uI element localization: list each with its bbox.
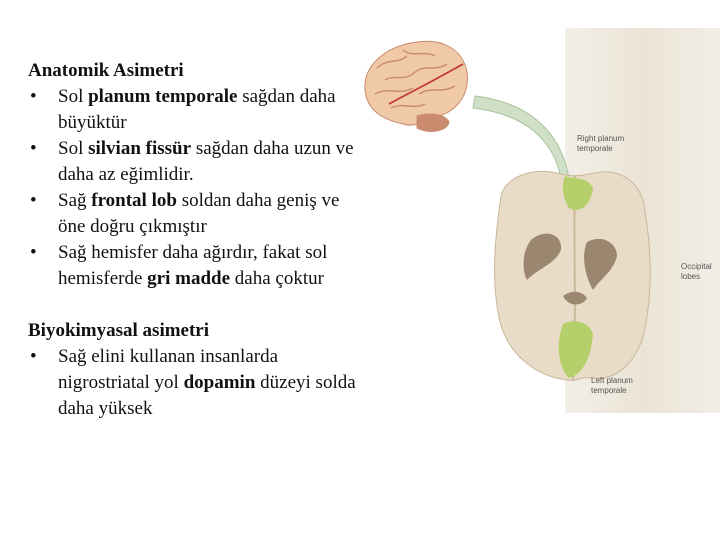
list-item [28,84,368,136]
bullet-icon: • [30,190,37,211]
bold-term: silvian fissür [88,138,192,159]
bold-term: gri madde [147,268,231,289]
bold-term: planum temporale [88,86,238,107]
lateral-brain-icon [365,41,468,131]
list-item [28,188,368,240]
item-text: soldan daha geniş ve öne doğru çıkmıştır [58,190,340,237]
section-title-anatomic: Anatomik Asimetri [28,60,184,81]
label-occipital: Occipital lobes [681,262,712,281]
anatomic-list [28,84,368,292]
list-item [28,240,368,292]
item-text: düzeyi solda daha yüksek [58,372,356,419]
item-text: sağdan daha büyüktür [58,86,336,133]
brain-section-icon [495,171,651,380]
text-content [28,58,368,422]
list-item [28,344,368,422]
brain-illustration [355,28,720,448]
label-right-planum: Right planum temporale [577,134,625,153]
bold-term: dopamin [183,372,256,393]
biochemical-list [28,344,368,422]
bullet-icon: • [30,242,37,263]
section-title-biochemical: Biyokimyasal asimetri [28,320,210,341]
item-text: daha çoktur [230,268,324,289]
bold-term: frontal lob [91,190,177,211]
item-text: Sol [58,138,89,159]
bullet-icon: • [30,346,37,367]
item-text: Sol [58,86,89,107]
bullet-icon: • [30,138,37,159]
item-text: sağdan daha uzun ve daha az eğimlidir. [58,138,354,185]
label-left-planum: Left planum temporale [591,376,633,395]
bullet-icon: • [30,86,37,107]
item-text: Sağ elini kullanan insanlarda nigrostriatal yol [58,346,279,393]
item-text: Sağ [58,190,92,211]
brain-figure [355,28,720,448]
item-text: Sağ hemisfer daha ağırdır, fakat sol hemisferde [58,242,328,289]
list-item [28,136,368,188]
